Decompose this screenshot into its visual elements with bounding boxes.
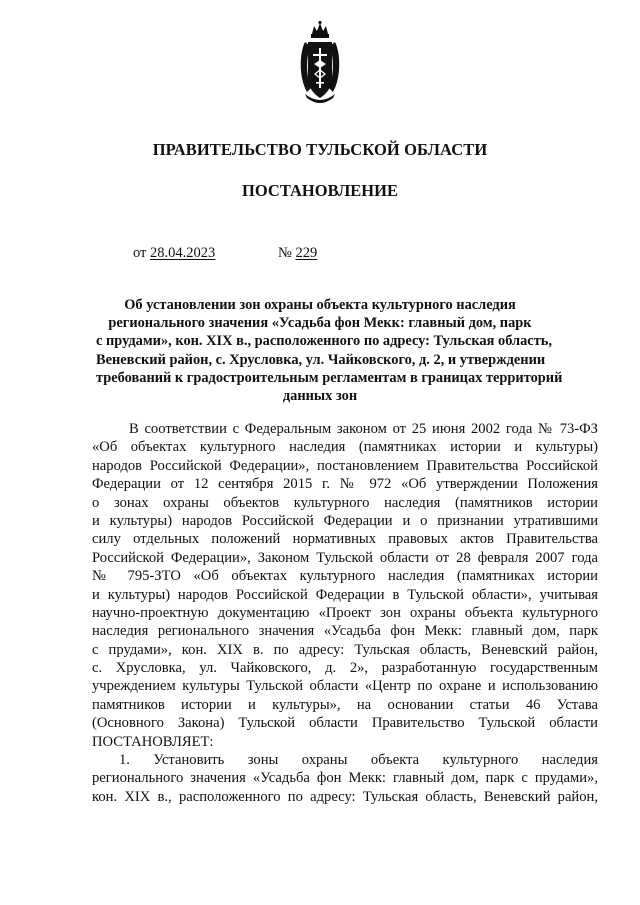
government-title: ПРАВИТЕЛЬСТВО ТУЛЬСКОЙ ОБЛАСТИ [152, 140, 488, 159]
body-line: В соответствии с Федеральным законом от 25 июня 2002 года № 73-ФЗ [129, 421, 598, 437]
number-value: 229 [295, 245, 318, 261]
number-prefix: № [278, 245, 292, 261]
date-prefix: от [133, 245, 147, 261]
body-line: памятников истории и культуры», на основании статьи 46 Устава [92, 696, 598, 713]
body-line: и культуры) народов Российской Федерации в Тульской области», учитывая [92, 586, 598, 603]
document-date [133, 245, 215, 262]
body-line: учреждением культуры Тульской области «Центр по охране и использованию [92, 678, 598, 695]
body-line: Федерации от 12 сентября 2015 г. № 972 «Об утверждении Положения [92, 476, 598, 493]
body-line: кон. XIX в., расположенного по адресу: Тульская область, Веневский район, [92, 788, 598, 805]
document-subject [96, 296, 563, 405]
subject-line: Веневский район, с. Хрусловка, ул. Чайковского, д. 2, и утверждении [96, 351, 546, 368]
subject-line: Об установлении зон охраны объекта культурного наследия [124, 297, 516, 313]
body-line: № 795-ЗТО «Об объектах культурного наследия (памятниках истории [92, 568, 598, 585]
subject-line: с прудами», кон. XIX в., расположенного по адресу: Тульская область, [96, 333, 552, 350]
body-line: (Основного Закона) Тульской области Правительство Тульской области [92, 715, 598, 732]
body-line: регионального значения «Усадьба фон Мекк: главный дом, парк с прудами», [92, 770, 598, 787]
body-line: о зонах охраны объектов культурного наследия (памятников истории [92, 494, 598, 511]
body-line: ПОСТАНОВЛЯЕТ: [92, 733, 214, 750]
document-number [278, 245, 317, 262]
body-line: с прудами», кон. XIX в. по адресу: Тульская область, Веневский район, [92, 641, 598, 658]
body-line: Российской Федерации», Законом Тульской области от 28 февраля 2007 года [92, 549, 598, 566]
subject-line: данных зон [282, 388, 358, 405]
body-line: и культуры) народов Российской Федерации и о признании утратившими [92, 512, 598, 529]
body-line: «Об объектах культурного наследия (памятниках истории и культуры) [92, 439, 598, 456]
body-line: с. Хрусловка, ул. Чайковского, д. 2», разработанную государственным [92, 660, 598, 677]
date-value: 28.04.2023 [150, 245, 216, 261]
body-line: научно-проектную документацию «Проект зон охраны объекта культурного [92, 604, 598, 621]
document-type: ПОСТАНОВЛЕНИЕ [242, 181, 398, 200]
document-body [92, 420, 598, 806]
subject-line: регионального значения «Усадьба фон Мекк: главный дом, парк [108, 315, 532, 332]
body-line: 1. Установить зоны охраны объекта культурного наследия [119, 752, 598, 769]
body-line: силу отдельных положений нормативных правовых актов Правительства [92, 531, 598, 548]
body-line: народов Российской Федерации», постановлением Правительства Российской [92, 457, 598, 474]
body-line: наследия регионального значения «Усадьба фон Мекк: главный дом, парк [92, 623, 598, 640]
coat-of-arms-icon [297, 20, 343, 106]
subject-line: требований к градостроительным регламентам в границах территорий [96, 369, 563, 386]
